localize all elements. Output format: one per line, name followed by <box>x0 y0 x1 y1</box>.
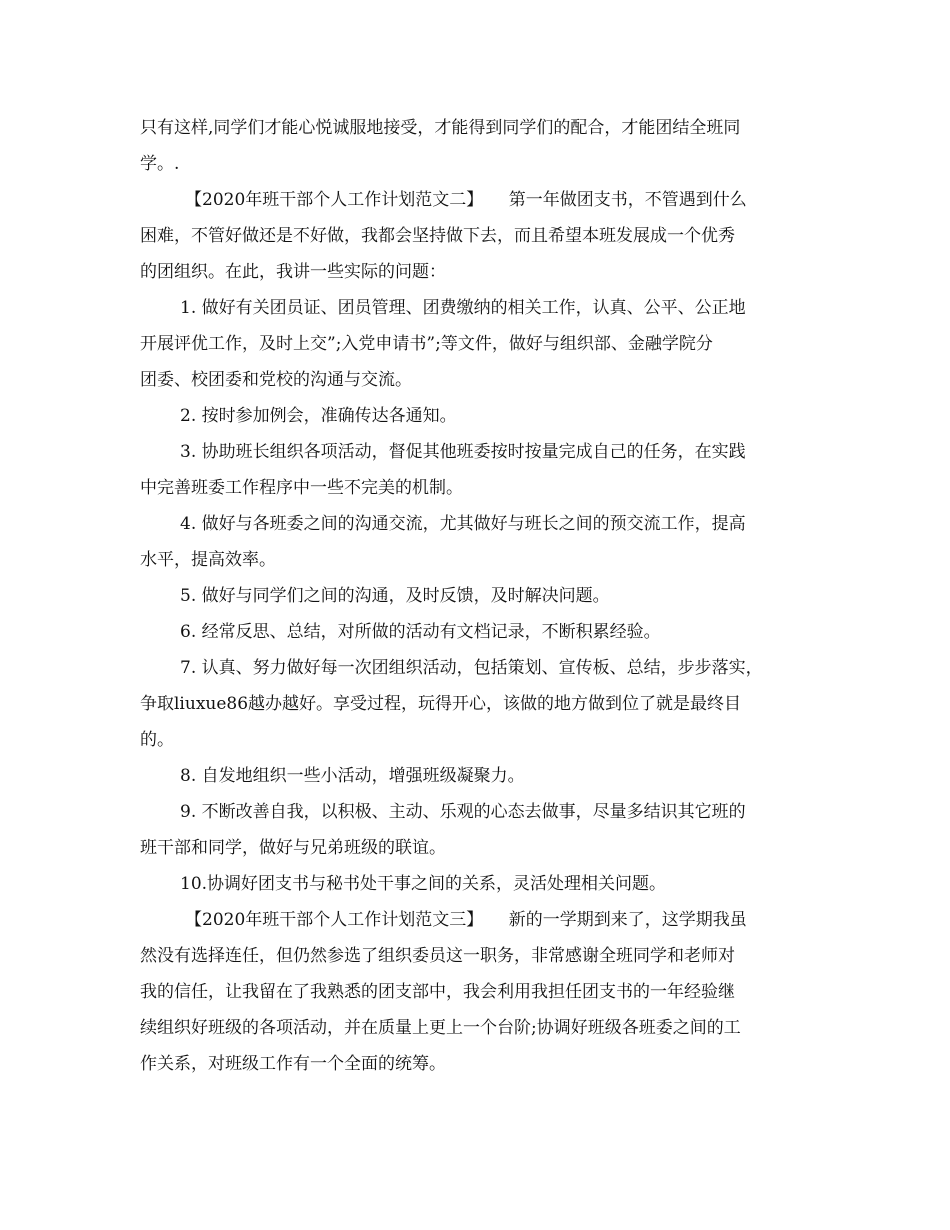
paragraph-2 <box>140 182 820 290</box>
list-item-6 <box>140 614 820 650</box>
section-heading-line: 【2020年班干部个人工作计划范文二】 第一年做团支书，不管遇到什么 <box>185 190 747 210</box>
text-line: 续组织好班级的各项活动，并在质量上更上一个台阶;协调好班级各班委之间的工 <box>140 1018 741 1038</box>
text-line: 然没有选择连任，但仍然参选了组织委员这一职务，非常感谢全班同学和老师对 <box>140 946 735 966</box>
text-line: 4. 做好与各班委之间的沟通交流，尤其做好与班长之间的预交流工作，提高 <box>180 514 746 534</box>
text-line: 6. 经常反思、总结，对所做的活动有文档记录，不断积累经验。 <box>180 622 661 642</box>
text-line: 团委、校团委和党校的沟通与交流。 <box>140 370 412 390</box>
text-line: 作关系，对班级工作有一个全面的统筹。 <box>140 1054 446 1074</box>
paragraph-1 <box>140 110 820 182</box>
list-item-3 <box>140 434 820 506</box>
text-line: 只有这样,同学们才能心悦诚服地接受，才能得到同学们的配合，才能团结全班同 <box>140 118 741 138</box>
text-line: 7. 认真、努力做好每一次团组织活动，包括策划、宣传板、总结，步步落实， <box>180 658 763 678</box>
list-item-2 <box>140 398 820 434</box>
text-line: 水平，提高效率。 <box>140 550 276 570</box>
text-line: 8. 自发地组织一些小活动，增强班级凝聚力。 <box>180 766 525 786</box>
list-item-8 <box>140 758 820 794</box>
section-heading-line: 【2020年班干部个人工作计划范文三】 新的一学期到来了，这学期我虽 <box>185 910 747 930</box>
text-line: 的团组织。在此，我讲一些实际的问题： <box>140 262 446 282</box>
text-line: 中完善班委工作程序中一些不完美的机制。 <box>140 478 463 498</box>
text-line: 1. 做好有关团员证、团员管理、团费缴纳的相关工作，认真、公平、公正地 <box>180 298 746 318</box>
list-item-7 <box>140 650 820 758</box>
text-line: 我的信任，让我留在了我熟悉的团支部中，我会利用我担任团支书的一年经验继 <box>140 982 735 1002</box>
text-line: 的。 <box>140 730 174 750</box>
text-line: 争取liuxue86越办越好。享受过程，玩得开心，该做的地方做到位了就是最终目 <box>140 694 742 714</box>
list-item-1 <box>140 290 820 398</box>
text-line: 开展评优工作，及时上交”;入党申请书”;等文件，做好与组织部、金融学院分 <box>140 334 713 354</box>
document-body <box>140 110 820 1082</box>
text-line: 5. 做好与同学们之间的沟通，及时反馈，及时解决问题。 <box>180 586 610 606</box>
list-item-10 <box>140 866 820 902</box>
text-line: 9. 不断改善自我，以积极、主动、乐观的心态去做事，尽量多结识其它班的 <box>180 802 746 822</box>
text-line: 困难，不管好做还是不好做，我都会坚持做下去，而且希望本班发展成一个优秀 <box>140 226 735 246</box>
paragraph-3 <box>140 902 820 1082</box>
text-line: 班干部和同学，做好与兄弟班级的联谊。 <box>140 838 446 858</box>
text-line: 10.协调好团支书与秘书处干事之间的关系，灵活处理相关问题。 <box>180 874 667 894</box>
list-item-4 <box>140 506 820 578</box>
text-line: 3. 协助班长组织各项活动，督促其他班委按时按量完成自己的任务，在实践 <box>180 442 746 462</box>
text-line: 学。. <box>140 154 180 174</box>
text-line: 2. 按时参加例会，准确传达各通知。 <box>180 406 457 426</box>
list-item-5 <box>140 578 820 614</box>
list-item-9 <box>140 794 820 866</box>
